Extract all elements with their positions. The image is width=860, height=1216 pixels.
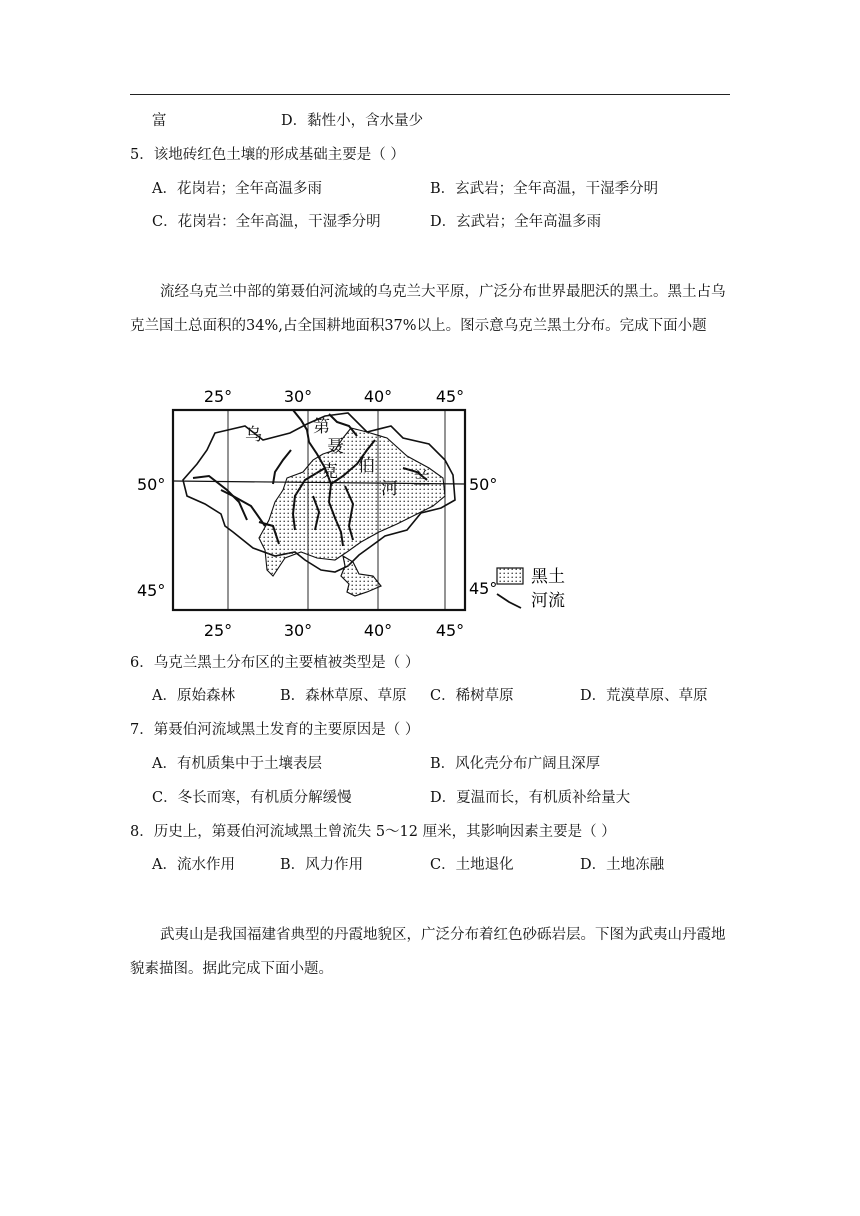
label-ke: 克 bbox=[321, 462, 338, 482]
tick-top-30: 30° bbox=[283, 387, 313, 406]
q8-option-d: D．土地冻融 bbox=[580, 857, 665, 873]
tick-top-45: 45° bbox=[435, 387, 465, 406]
tick-bottom-30: 30° bbox=[283, 621, 313, 640]
label-he: 河 bbox=[381, 479, 398, 499]
q6-option-b: B．森林草原、草原 bbox=[280, 688, 407, 704]
q7-option-c: C．冬长而寒，有机质分解缓慢 bbox=[152, 790, 352, 806]
tick-labels-top bbox=[204, 387, 464, 406]
tick-left-45: 45° bbox=[137, 581, 166, 600]
header-rule bbox=[130, 94, 730, 95]
passage-wuyishan: 武夷山是我国福建省典型的丹霞地貌区，广泛分布着红色砂砾岩层。下图为武夷山丹霞地貌素描图。据此完成下面小题。 bbox=[130, 927, 726, 977]
legend-black-soil-label: 黑土 bbox=[531, 567, 565, 587]
label-di: 第 bbox=[313, 417, 330, 437]
q8-option-c: C．土地退化 bbox=[430, 857, 514, 873]
prev-option-d: D．黏性小，含水量少 bbox=[281, 113, 424, 129]
ukraine-black-soil-map bbox=[135, 380, 585, 642]
q7-stem: 7．第聂伯河流域黑土发育的主要原因是（ ） bbox=[130, 722, 420, 738]
tick-top-40: 40° bbox=[363, 387, 393, 406]
legend-river-label: 河流 bbox=[531, 591, 565, 611]
map-legend bbox=[497, 567, 565, 611]
legend-black-soil-swatch bbox=[497, 568, 523, 584]
q5-option-b: B．玄武岩；全年高温，干湿季分明 bbox=[430, 181, 659, 197]
tick-bottom-40: 40° bbox=[363, 621, 393, 640]
q8-option-b: B．风力作用 bbox=[280, 857, 364, 873]
q5-option-d: D．玄武岩；全年高温多雨 bbox=[430, 214, 602, 230]
tick-bottom-25: 25° bbox=[203, 621, 233, 640]
q6-option-d: D．荒漠草原、草原 bbox=[580, 688, 708, 704]
q6-option-a: A．原始森林 bbox=[152, 688, 235, 704]
label-wu: 乌 bbox=[245, 425, 262, 445]
q6-option-c: C．稀树草原 bbox=[430, 688, 514, 704]
prev-question-fragment: 富 bbox=[152, 113, 167, 129]
tick-bottom-45: 45° bbox=[435, 621, 465, 640]
passage-ukraine: 流经乌克兰中部的第聂伯河流域的乌克兰大平原，广泛分布世界最肥沃的黑土。黑土占乌克兰国土总面积的34%,占全国耕地面积37%以上。图示意乌克兰黑土分布。完成下面小题 bbox=[130, 284, 726, 334]
q5-stem: 5．该地砖红色土壤的形成基础主要是（ ） bbox=[130, 147, 405, 163]
label-nie: 聂 bbox=[327, 437, 344, 457]
tick-right-50: 50° bbox=[469, 475, 498, 494]
tick-left-50: 50° bbox=[137, 475, 166, 494]
tick-labels-bottom bbox=[204, 621, 464, 640]
tick-top-25: 25° bbox=[203, 387, 233, 406]
label-bo: 伯 bbox=[358, 456, 375, 476]
q7-option-a: A．有机质集中于土壤表层 bbox=[152, 756, 322, 772]
q5-option-a: A．花岗岩；全年高温多雨 bbox=[152, 181, 322, 197]
q7-option-b: B．风化壳分布广阔且深厚 bbox=[430, 756, 601, 772]
q8-stem: 8．历史上，第聂伯河流域黑土曾流失 5～12 厘米，其影响因素主要是（ ） bbox=[130, 824, 616, 840]
crimea bbox=[341, 556, 381, 596]
northern-stream bbox=[293, 410, 309, 442]
q5-option-c: C．花岗岩：全年高温，干湿季分明 bbox=[152, 214, 381, 230]
legend-river-swatch bbox=[497, 594, 521, 608]
tick-right-45: 45° bbox=[469, 579, 498, 598]
label-lan: 兰 bbox=[413, 469, 430, 489]
q6-stem: 6．乌克兰黑土分布区的主要植被类型是（ ） bbox=[130, 655, 420, 671]
q8-option-a: A．流水作用 bbox=[152, 857, 235, 873]
q7-option-d: D．夏温而长，有机质补给量大 bbox=[430, 790, 631, 806]
